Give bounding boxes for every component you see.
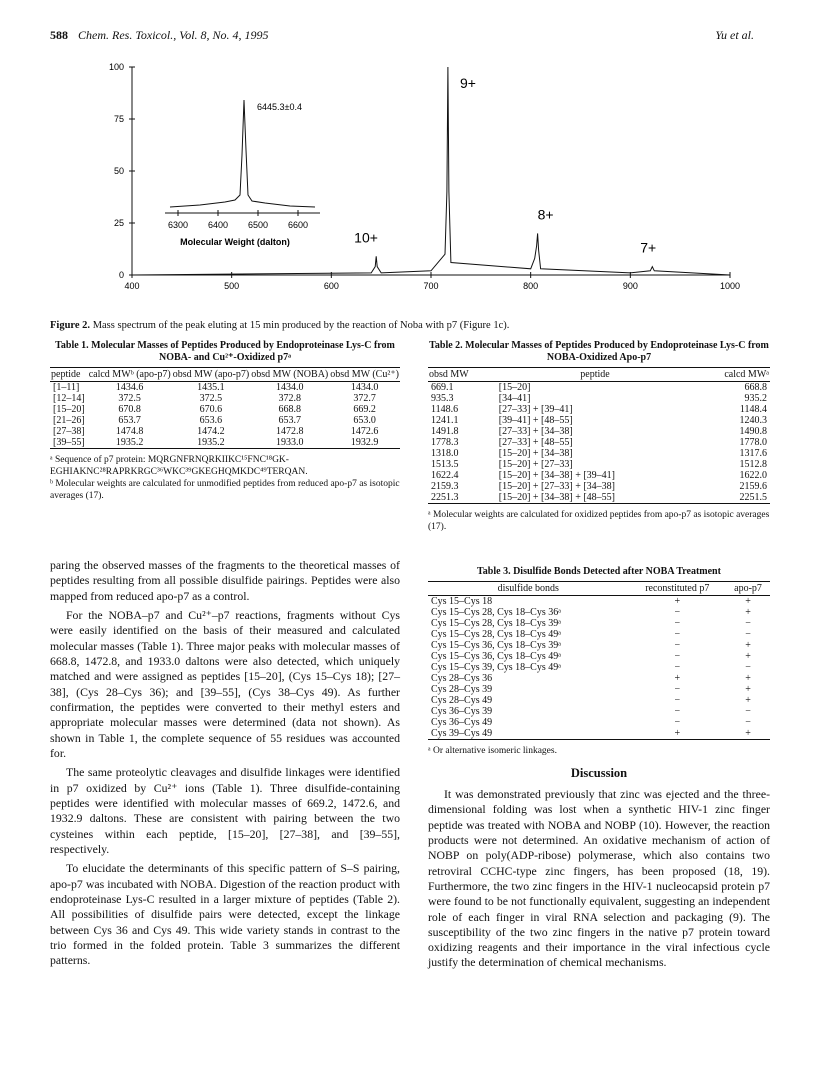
table-3-header: reconstituted p7 xyxy=(645,583,710,594)
table-1-body xyxy=(50,382,400,449)
inset-tick-label: 6500 xyxy=(247,220,269,230)
peak-labels xyxy=(354,75,656,256)
table-1-cell: 1434.0 xyxy=(275,382,304,393)
table-2-cell: 2251.3 xyxy=(431,492,459,503)
table-3-cell: − xyxy=(674,717,681,728)
table-2-cell: [15–20] xyxy=(498,382,531,393)
inset-tick-label: 6600 xyxy=(287,220,309,230)
table-1-cell: [21–26] xyxy=(53,415,85,426)
table-3-row xyxy=(428,728,770,740)
x-tick-label: 900 xyxy=(622,281,638,291)
paragraph: To elucidate the determinants of this specific pattern of S–S pairing, apo-p7 was incubated with NOBA. Digestion of the reaction product with endoproteinase Lys-C resulted in a larger mixture of peptides (Table 2). All possibilities of disulfide pairs were detected, except the linkage between Cys 36 and Cys 49. This wide variety stands in contrast to the trio formed in the folded protein. Table 3 summarizes the different patterns. xyxy=(50,861,400,968)
table-2-row xyxy=(428,470,770,481)
table-2-cell: [15–20] + [34–38] + [48–55] xyxy=(498,492,616,503)
table-3-cell: − xyxy=(745,662,751,673)
table-2-cell: [15–20] + [27–33] + [34–38] xyxy=(498,481,616,492)
table-3-header: disulfide bonds xyxy=(497,583,559,594)
table-3-row xyxy=(428,618,770,629)
x-tick-label: 600 xyxy=(323,281,339,291)
table-3-cell: − xyxy=(674,662,681,673)
table-3-cell: Cys 15–Cys 18 xyxy=(431,596,493,607)
table-1-cell: 1932.9 xyxy=(350,437,379,448)
table-2-cell: 2251.5 xyxy=(739,492,767,503)
table-3-cell: Cys 15–Cys 36, Cys 18–Cys 49ᵃ xyxy=(431,651,561,662)
y-tick-label: 0 xyxy=(118,270,124,280)
table-1-cell: 670.6 xyxy=(199,404,223,415)
table-3-cell: Cys 36–Cys 39 xyxy=(431,706,493,717)
table-2-cell: [15–20] + [34–38] xyxy=(498,448,573,459)
table-3-cell: Cys 15–Cys 36, Cys 18–Cys 39ᵃ xyxy=(431,640,561,651)
table-3-header-row xyxy=(428,582,770,596)
table-1-cell: 1474.2 xyxy=(197,426,225,437)
table-1-row xyxy=(50,382,400,394)
table-1-cell: 1933.0 xyxy=(275,437,304,448)
table-1-header: obsd MW (apo-p7) xyxy=(172,369,250,380)
table-3-cell: − xyxy=(745,629,751,640)
table-2-row xyxy=(428,481,770,492)
table-1-cell: 653.6 xyxy=(199,415,223,426)
inset-trace xyxy=(170,100,315,207)
table-2-cell: 1622.0 xyxy=(739,470,767,481)
table-2-cell: [27–33] + [39–41] xyxy=(498,404,573,415)
table-1-cell: 1935.2 xyxy=(115,437,144,448)
table-1-row xyxy=(50,437,400,449)
table-3-cell: Cys 15–Cys 28, Cys 18–Cys 39ᵃ xyxy=(431,618,561,629)
table-2-row xyxy=(428,415,770,426)
peak-label-9plus: 9+ xyxy=(459,74,476,91)
table-3-row xyxy=(428,640,770,651)
table-3-cell: + xyxy=(674,673,681,684)
table-2-row xyxy=(428,492,770,504)
table-2-cell: 1512.8 xyxy=(739,459,767,470)
figure-caption xyxy=(50,320,770,331)
table-1-cell: 372.7 xyxy=(353,393,376,404)
x-tick-label: 500 xyxy=(224,281,240,291)
table-3-row xyxy=(428,607,770,618)
table-3-cell: Cys 28–Cys 39 xyxy=(431,684,493,695)
table-1-row xyxy=(50,415,400,426)
inset-tick-label: 6400 xyxy=(207,220,229,230)
paragraph: For the NOBA–p7 and Cu²⁺–p7 reactions, fragments without Cys were easily identified on the basis of their measured and calculated molecular masses (Table 1). Three major peaks with molecular masses of 668.8, 1472.8, and 1933.0 daltons were also detected, which uniquely matched and were assigned as peptides [15–20], (Cys 15–Cys 18); [27–38], (Cys 28–Cys 36); and [39–55], (Cys 38–Cys 49). As further confirmation, the peptides were converted to their methyl esters and appropriate molecular masses were determined (data not shown). As shown in Table 1, the complete sequence of 55 residues was accounted for. xyxy=(50,607,400,760)
table-3-cell: Cys 28–Cys 49 xyxy=(431,695,493,706)
table-1-header: obsd MW (Cu²⁺) xyxy=(330,369,399,380)
peak-label-10plus: 10+ xyxy=(354,229,378,246)
table-3-row xyxy=(428,673,770,684)
table-2-header: calcd MWᵃ xyxy=(724,369,769,380)
table-3-cell: Cys 28–Cys 36 xyxy=(431,673,493,684)
table-1-header: obsd MW (NOBA) xyxy=(251,369,329,380)
table-3-cell: + xyxy=(674,596,681,607)
table-3-cell: + xyxy=(745,728,751,739)
table-2-title: Table 2. Molecular Masses of Peptides Produced by Endoproteinase Lys-C from NOBA-Oxidized Apo-p7 xyxy=(429,340,769,363)
discussion-heading: Discussion xyxy=(570,765,628,780)
table-3-cell: + xyxy=(745,640,751,651)
table-2-row xyxy=(428,393,770,404)
table-3-title: Table 3. Disulfide Bonds Detected after NOBA Treatment xyxy=(477,566,721,577)
table-2-row xyxy=(428,437,770,448)
paragraph: paring the observed masses of the fragments to the theoretical masses of peptides resulting from all possible disulfide pairings. Peptides were also mapped from reduced apo-p7 as a control. xyxy=(50,558,400,603)
table-1-cell: 1434.6 xyxy=(115,382,144,393)
journal-citation: Chem. Res. Toxicol., Vol. 8, No. 4, 1995 xyxy=(78,28,269,42)
table-3-cell: − xyxy=(674,640,681,651)
deconvoluted-inset xyxy=(165,100,320,247)
table-2-cell: [34–41] xyxy=(498,393,531,404)
y-tick-label: 75 xyxy=(113,114,124,124)
table-3-row xyxy=(428,706,770,717)
table-2-body xyxy=(428,382,770,504)
table-2-cell: 669.1 xyxy=(431,382,454,393)
table-1-cell: 1472.8 xyxy=(275,426,304,437)
table-1-footnote-a: ᵃ Sequence of p7 protein: MQRGNFRNQRKIIKC¹⁵FNC¹⁸GK-EGHIAKNC²⁸RAPRKRGC³⁶WKC³⁹GKEGHQMKDC⁴⁹TERQAN. xyxy=(50,455,308,477)
table-1-footnote-b: ᵇ Molecular weights are calculated for unmodified peptides from reduced apo-p7 as isotopic averages (17). xyxy=(50,478,400,501)
table-3-cell: Cys 15–Cys 28, Cys 18–Cys 49ᵃ xyxy=(431,629,561,640)
table-1-header: peptide xyxy=(51,369,81,380)
table-1-cell: 653.7 xyxy=(278,415,301,426)
table-3-row xyxy=(428,629,770,640)
table-2-footnote-a: ᵃ Molecular weights are calculated for oxidized peptides from apo-p7 as isotopic averages (17). xyxy=(428,510,770,532)
table-2-header: obsd MW xyxy=(429,369,469,380)
figure-caption-label: Figure 2. xyxy=(50,320,91,331)
table-1-header-row xyxy=(50,368,400,382)
table-3-cell: − xyxy=(745,706,751,717)
table-3-cell: − xyxy=(674,607,681,618)
table-2-cell: 1491.8 xyxy=(431,426,459,437)
table-3-cell: + xyxy=(745,651,751,662)
table-1-title: Table 1. Molecular Masses of Peptides Produced by Endoproteinase Lys-C from NOBA- and Cu²⁺-Oxidized p7ᵃ xyxy=(55,340,395,363)
table-2-row xyxy=(428,426,770,437)
table-3-grid xyxy=(428,581,770,740)
table-3-row xyxy=(428,684,770,695)
table-2-row xyxy=(428,448,770,459)
table-3-row xyxy=(428,717,770,728)
table-1-cell: 668.8 xyxy=(278,404,301,415)
table-2-cell: 935.2 xyxy=(744,393,767,404)
table-3-cell: Cys 36–Cys 49 xyxy=(431,717,493,728)
table-3-row xyxy=(428,596,770,608)
table-2-cell: 935.3 xyxy=(431,393,454,404)
table-1-cell: [27–38] xyxy=(53,426,85,437)
x-tick-label: 700 xyxy=(423,281,439,291)
peak-label-7plus: 7+ xyxy=(640,239,657,256)
table-1-cell: [39–55] xyxy=(53,437,85,448)
table-2-cell: [39–41] + [48–55] xyxy=(498,415,573,426)
table-2-cell: [15–20] + [34–38] + [39–41] xyxy=(498,470,616,481)
table-2-cell: [15–20] + [27–33] xyxy=(498,459,573,470)
table-3-row xyxy=(428,662,770,673)
inset-tick-label: 6300 xyxy=(167,220,189,230)
table-1-cell: 372.5 xyxy=(199,393,223,404)
table-3-cell: Cys 39–Cys 49 xyxy=(431,728,493,739)
table-1-cell: [12–14] xyxy=(53,393,85,404)
figure-caption-text: Mass spectrum of the peak eluting at 15 min produced by the reaction of Noba with p7 (Figure 1c). xyxy=(92,320,510,331)
table-2-cell: 1778.3 xyxy=(431,437,459,448)
table-1-cell: 372.8 xyxy=(278,393,301,404)
x-tick-label: 800 xyxy=(523,281,539,291)
table-3-cell: − xyxy=(674,684,681,695)
table-3-cell: Cys 15–Cys 28, Cys 18–Cys 36ᵃ xyxy=(431,607,561,618)
table-1-grid xyxy=(50,367,400,449)
table-3-row xyxy=(428,651,770,662)
table-1 xyxy=(50,340,400,503)
table-3-cell: + xyxy=(674,728,681,739)
table-2-cell: 1148.4 xyxy=(739,404,767,415)
table-2-cell: 2159.6 xyxy=(739,481,767,492)
table-1-cell: [15–20] xyxy=(53,404,85,415)
table-3-cell: − xyxy=(674,695,681,706)
table-2-cell: [27–33] + [48–55] xyxy=(498,437,573,448)
page-number: 588 xyxy=(50,28,68,42)
table-1-row xyxy=(50,404,400,415)
table-2-cell: 2159.3 xyxy=(431,481,459,492)
peak-label-8plus: 8+ xyxy=(537,206,554,223)
table-2-cell: 668.8 xyxy=(744,382,767,393)
table-3-header: apo-p7 xyxy=(734,583,762,594)
running-author: Yu et al. xyxy=(715,28,754,42)
table-3-cell: + xyxy=(745,607,751,618)
table-3-cell: − xyxy=(674,629,681,640)
table-2-cell: 1317.6 xyxy=(739,448,767,459)
table-2-cell: 1622.4 xyxy=(431,470,459,481)
table-1-cell: 1435.1 xyxy=(197,382,225,393)
table-3-body xyxy=(428,596,770,740)
table-1-cell: 653.7 xyxy=(118,415,141,426)
table-3-cell: Cys 15–Cys 39, Cys 18–Cys 49ᵃ xyxy=(431,662,561,673)
table-1-row xyxy=(50,393,400,404)
table-2-cell: 1318.0 xyxy=(431,448,459,459)
table-2-header-row xyxy=(428,368,770,382)
x-tick-label: 400 xyxy=(124,281,140,291)
table-1-cell: 1434.0 xyxy=(350,382,379,393)
table-3-cell: − xyxy=(674,618,681,629)
discussion-body xyxy=(428,787,770,971)
body-text-left xyxy=(50,558,400,969)
table-2-cell: 1240.3 xyxy=(739,415,767,426)
table-3-cell: − xyxy=(674,651,681,662)
table-1-header: calcd MWᵇ (apo-p7) xyxy=(88,369,171,380)
table-3-cell: + xyxy=(745,695,751,706)
table-3-cell: + xyxy=(745,596,751,607)
table-1-cell: 1474.8 xyxy=(115,426,144,437)
table-1-cell: [1–11] xyxy=(53,382,80,393)
table-1-cell: 372.5 xyxy=(118,393,141,404)
table-3-cell: + xyxy=(745,673,751,684)
table-1-cell: 669.2 xyxy=(353,404,376,415)
table-1-cell: 1935.2 xyxy=(197,437,225,448)
table-2-row xyxy=(428,404,770,415)
inset-x-label: Molecular Weight (dalton) xyxy=(180,237,290,247)
table-3-row xyxy=(428,695,770,706)
table-2-cell: 1778.0 xyxy=(739,437,767,448)
table-2-grid xyxy=(428,367,770,504)
table-2-row xyxy=(428,382,770,394)
table-3-cell: + xyxy=(745,684,751,695)
table-3-footnote-a: ᵃ Or alternative isomeric linkages. xyxy=(428,746,557,756)
table-2-cell: 1513.5 xyxy=(431,459,459,470)
table-3 xyxy=(428,566,770,971)
table-2-cell: 1490.8 xyxy=(739,426,767,437)
table-2-cell: [27–33] + [34–38] xyxy=(498,426,573,437)
table-2 xyxy=(428,340,770,534)
paragraph: It was demonstrated previously that zinc was ejected and the three-dimensional folding was lost when a synthetic HIV-1 zinc finger peptide was treated with NOBA and NOBP (10). However, the reaction products were not determined. An oxidative mechanism of action of NOBP on poly(ADP-ribose) polymerase, which also contains two retroviral CCHC-type zinc fingers, has been proposed (18, 19). Furthermore, the two zinc fingers in the HIV-1 nucleocapsid protein p7 were found to be not functionally equivalent, suggesting an independent role of each finger in viral RNA selection and packaging (9). The susceptibility of the two zinc fingers in the native p7 protein toward oxidizing reagents and their importance in the viral infectious cycle justify the determination of chemical mechanisms. xyxy=(428,786,770,970)
table-2-cell: 1148.6 xyxy=(431,404,459,415)
table-3-cell: − xyxy=(674,706,681,717)
table-3-cell: − xyxy=(745,717,751,728)
table-1-cell: 1472.6 xyxy=(350,426,379,437)
y-tick-label: 50 xyxy=(113,166,124,176)
table-3-cell: − xyxy=(745,618,751,629)
table-1-cell: 653.0 xyxy=(353,415,376,426)
y-tick-label: 100 xyxy=(108,62,124,72)
paragraph: The same proteolytic cleavages and disulfide linkages were identified in p7 oxidized by Cu²⁺ ions (Table 1). Three disulfide-containing peptides were identified with molecular masses of 669.2, 1472.6, and 1932.9 daltons. These are consistent with pairing between the two cysteines within each peptide, [15–20], [27–38], and [39–55], respectively. xyxy=(50,765,400,856)
table-1-cell: 670.8 xyxy=(118,404,141,415)
table-1-row xyxy=(50,426,400,437)
table-2-cell: 1241.1 xyxy=(431,415,459,426)
y-tick-label: 25 xyxy=(113,218,124,228)
mass-spectrum-chart xyxy=(50,55,770,315)
x-tick-label: 1000 xyxy=(719,281,741,291)
inset-annotation: 6445.3±0.4 xyxy=(257,102,302,112)
table-2-row xyxy=(428,459,770,470)
y-axis-ticks xyxy=(109,62,135,280)
table-2-header: peptide xyxy=(580,369,610,380)
